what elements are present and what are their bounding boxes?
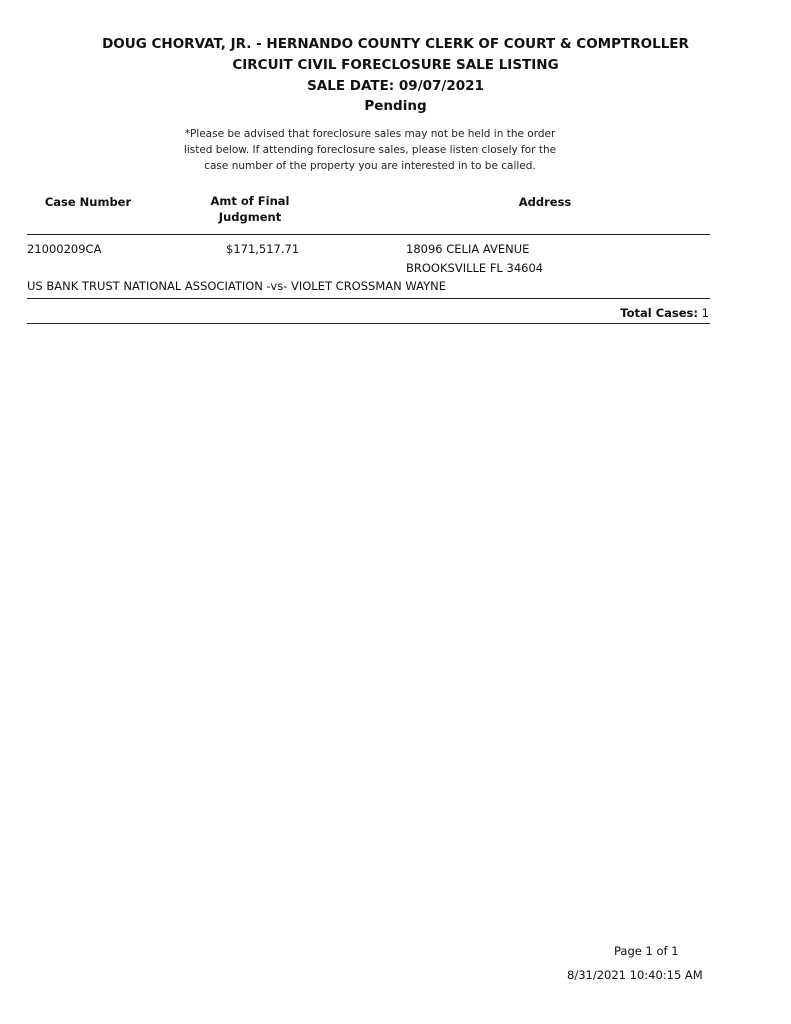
- total-cases-value: 1: [701, 306, 709, 320]
- total-cases-label: Total Cases:: [620, 306, 699, 320]
- case-number-cell: 21000209CA: [27, 242, 102, 256]
- row-divider: [27, 298, 710, 299]
- column-header-address: Address: [518, 195, 572, 209]
- footer-divider: [27, 323, 710, 324]
- address-line1-cell: 18096 CELIA AVENUE: [406, 242, 530, 256]
- print-timestamp: 8/31/2021 10:40:15 AM: [567, 968, 703, 982]
- advisory-notice-line: *Please be advised that foreclosure sales may not be held in the order: [184, 128, 556, 140]
- case-parties-cell: US BANK TRUST NATIONAL ASSOCIATION -vs- VIOLET CROSSMAN WAYNE: [27, 279, 446, 293]
- advisory-notice-line: listed below. If attending foreclosure sales, please listen closely for the: [183, 144, 557, 156]
- header-divider: [27, 234, 710, 235]
- column-header-amount-line2: Judgment: [218, 210, 282, 224]
- status-label: Pending: [364, 98, 427, 114]
- report-title-listing: CIRCUIT CIVIL FORECLOSURE SALE LISTING: [232, 57, 559, 73]
- address-line2-cell: BROOKSVILLE FL 34604: [406, 261, 544, 275]
- report-title-clerk: DOUG CHORVAT, JR. - HERNANDO COUNTY CLERK OF COURT & COMPTROLLER: [102, 36, 689, 52]
- advisory-notice: [160, 126, 580, 174]
- judgment-amount-cell: $171,517.71: [226, 242, 300, 256]
- sale-date: SALE DATE: 09/07/2021: [307, 78, 484, 94]
- advisory-notice-line: case number of the property you are interested in to be called.: [204, 160, 536, 172]
- page-number: Page 1 of 1: [614, 944, 679, 958]
- column-header-amount: [200, 193, 300, 225]
- total-cases: [620, 306, 709, 320]
- column-header-amount-line1: Amt of Final: [210, 194, 290, 208]
- column-header-case-number: Case Number: [44, 195, 132, 209]
